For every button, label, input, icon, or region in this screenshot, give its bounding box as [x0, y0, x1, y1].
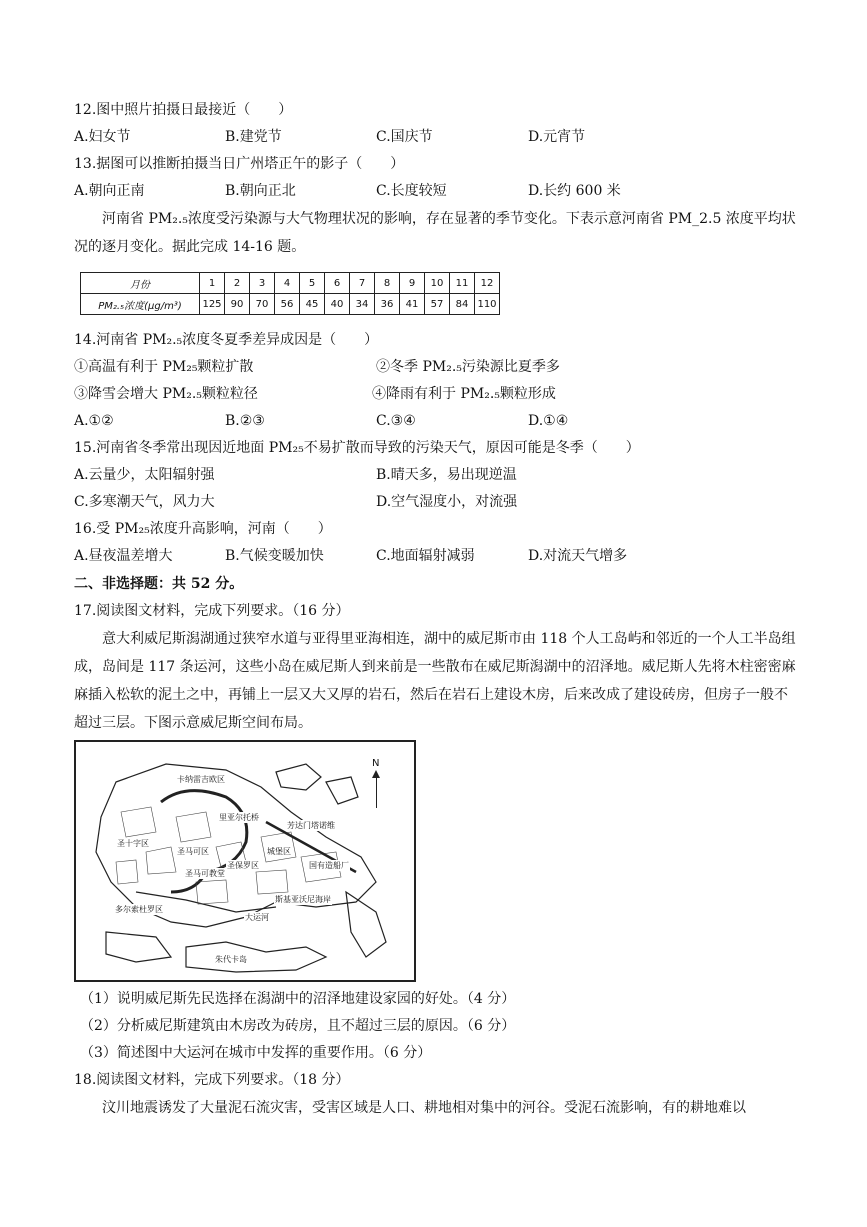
q12-stem: 12.图中照片拍摄日最接近（ ） — [74, 102, 293, 118]
q16-stem: 16.受 PM₂₅浓度升高影响，河南（ ） — [74, 521, 332, 537]
pm-intro-paragraph: 河南省 PM₂.₅浓度受污染源与大气物理状况的影响，存在显著的季节变化。下表示意河南省 PM_2.5 浓度平均状况的逐月变化。据此完成 14-16 题。 — [74, 211, 796, 255]
table-cell: 34 — [350, 294, 375, 315]
q16-option-c: C.地面辐射减弱 — [376, 548, 475, 564]
table-header-concentration: PM₂.₅浓度(μg/m³) — [81, 294, 200, 315]
table-cell: 12 — [475, 273, 500, 294]
q15-stem: 15.河南省冬季常出现因近地面 PM₂₅不易扩散而导致的污染天气，原因可能是冬季（ ） — [74, 440, 640, 456]
table-cell: 70 — [250, 294, 275, 315]
table-cell: 56 — [275, 294, 300, 315]
table-cell: 9 — [400, 273, 425, 294]
q16-option-b: B.气候变暖加快 — [225, 548, 324, 564]
map-label: 大运河 — [245, 913, 269, 922]
table-cell: 90 — [225, 294, 250, 315]
q12-option-d: D.元宵节 — [528, 129, 586, 145]
table-row-values — [81, 294, 500, 315]
table-cell: 45 — [300, 294, 325, 315]
q17-stem: 17.阅读图文材料，完成下列要求。（16 分） — [74, 603, 350, 619]
table-cell: 41 — [400, 294, 425, 315]
table-cell: 36 — [375, 294, 400, 315]
q16-option-a: A.昼夜温差增大 — [74, 548, 173, 564]
north-label: N — [372, 758, 380, 769]
table-cell: 7 — [350, 273, 375, 294]
map-label: 多尔索杜罗区 — [115, 905, 163, 914]
q17-sub-question-3: （3）简述图中大运河在城市中发挥的重要作用。（6 分） — [80, 1045, 432, 1061]
table-cell: 84 — [450, 294, 475, 315]
table-cell: 125 — [200, 294, 225, 315]
q14-item-2: ②冬季 PM₂.₅污染源比夏季多 — [376, 359, 560, 375]
table-cell: 57 — [425, 294, 450, 315]
q14-item-3: ③降雪会增大 PM₂.₅颗粒粒径 — [74, 386, 258, 402]
q13-option-d: D.长约 600 米 — [528, 183, 621, 199]
map-label: 国有造船厂 — [309, 861, 349, 870]
q13-option-c: C.长度较短 — [376, 183, 447, 199]
map-label: 朱代卡岛 — [215, 955, 247, 964]
q15-option-d: D.空气湿度小，对流强 — [376, 494, 518, 510]
pm-concentration-table — [80, 272, 500, 315]
q17-sub-question-2: （2）分析威尼斯建筑由木房改为砖房，且不超过三层的原因。（6 分） — [80, 1018, 516, 1034]
map-label: 圣马可教堂 — [185, 869, 225, 878]
q17-material-paragraph: 意大利威尼斯潟湖通过狭窄水道与亚得里亚海相连，湖中的威尼斯市由 118 个人工岛屿和邻近的一个人工半岛组成，岛间是 117 条运河，这些小岛在威尼斯人到来前是一些散布在威尼斯潟湖中的沼泽地。威尼斯人先将木柱密密麻麻插入松软的泥土之中，再铺上一层又大又厚的岩石，然后在岩石上建设木房，后来改成了建设砖房，但房子一般不超过三层。下图示意威尼斯空间布局。 — [74, 631, 796, 731]
q14-option-b: B.②③ — [225, 413, 265, 429]
venice-map — [74, 740, 416, 982]
map-label: 圣十字区 — [117, 839, 149, 848]
q15-option-a: A.云量少，太阳辐射强 — [74, 467, 215, 483]
q12-option-c: C.国庆节 — [376, 129, 433, 145]
q13-stem: 13.据图可以推断拍摄当日广州塔正午的影子（ ） — [74, 156, 405, 172]
table-header-month: 月份 — [81, 273, 200, 294]
q14-option-c: C.③④ — [376, 413, 416, 429]
table-cell: 11 — [450, 273, 475, 294]
q12-option-a: A.妇女节 — [74, 129, 131, 145]
map-label: 里亚尔托桥 — [219, 813, 259, 822]
table-row-months — [81, 273, 500, 294]
table-cell: 1 — [200, 273, 225, 294]
map-label: 卡纳雷吉欧区 — [177, 775, 225, 784]
q15-option-b: B.晴天多，易出现逆温 — [376, 467, 517, 483]
table-cell: 4 — [275, 273, 300, 294]
table-cell: 110 — [475, 294, 500, 315]
q14-item-1: ①高温有利于 PM₂₅颗粒扩散 — [74, 359, 254, 375]
map-label: 城堡区 — [267, 847, 291, 856]
q14-stem: 14.河南省 PM₂.₅浓度冬夏季差异成因是（ ） — [74, 332, 379, 348]
map-label: 圣马可区 — [177, 847, 209, 856]
q14-option-a: A.①② — [74, 413, 114, 429]
q12-option-b: B.建党节 — [225, 129, 282, 145]
table-cell: 8 — [375, 273, 400, 294]
q18-stem: 18.阅读图文材料，完成下列要求。（18 分） — [74, 1072, 350, 1088]
q14-option-d: D.①④ — [528, 413, 569, 429]
q17-sub-question-1: （1）说明威尼斯先民选择在潟湖中的沼泽地建设家园的好处。（4 分） — [80, 991, 516, 1007]
q15-option-c: C.多寒潮天气，风力大 — [74, 494, 215, 510]
table-cell: 3 — [250, 273, 275, 294]
q14-item-4: ④降雨有利于 PM₂.₅颗粒形成 — [372, 386, 556, 402]
map-label: 芳达门塔诺维 — [287, 821, 335, 830]
section-heading: 二、非选择题：共 52 分。 — [74, 576, 244, 592]
map-label: 圣保罗区 — [227, 861, 259, 870]
table-cell: 5 — [300, 273, 325, 294]
q16-option-d: D.对流天气增多 — [528, 548, 628, 564]
table-cell: 2 — [225, 273, 250, 294]
table-cell: 6 — [325, 273, 350, 294]
table-cell: 10 — [425, 273, 450, 294]
map-label: 斯基亚沃尼海岸 — [275, 895, 331, 904]
q13-option-b: B.朝向正北 — [225, 183, 296, 199]
table-cell: 40 — [325, 294, 350, 315]
q13-option-a: A.朝向正南 — [74, 183, 145, 199]
north-arrow-icon — [376, 772, 377, 808]
q18-material-paragraph: 汶川地震诱发了大量泥石流灾害，受害区域是人口、耕地相对集中的河谷。受泥石流影响，有的耕地难以 — [102, 1100, 746, 1116]
